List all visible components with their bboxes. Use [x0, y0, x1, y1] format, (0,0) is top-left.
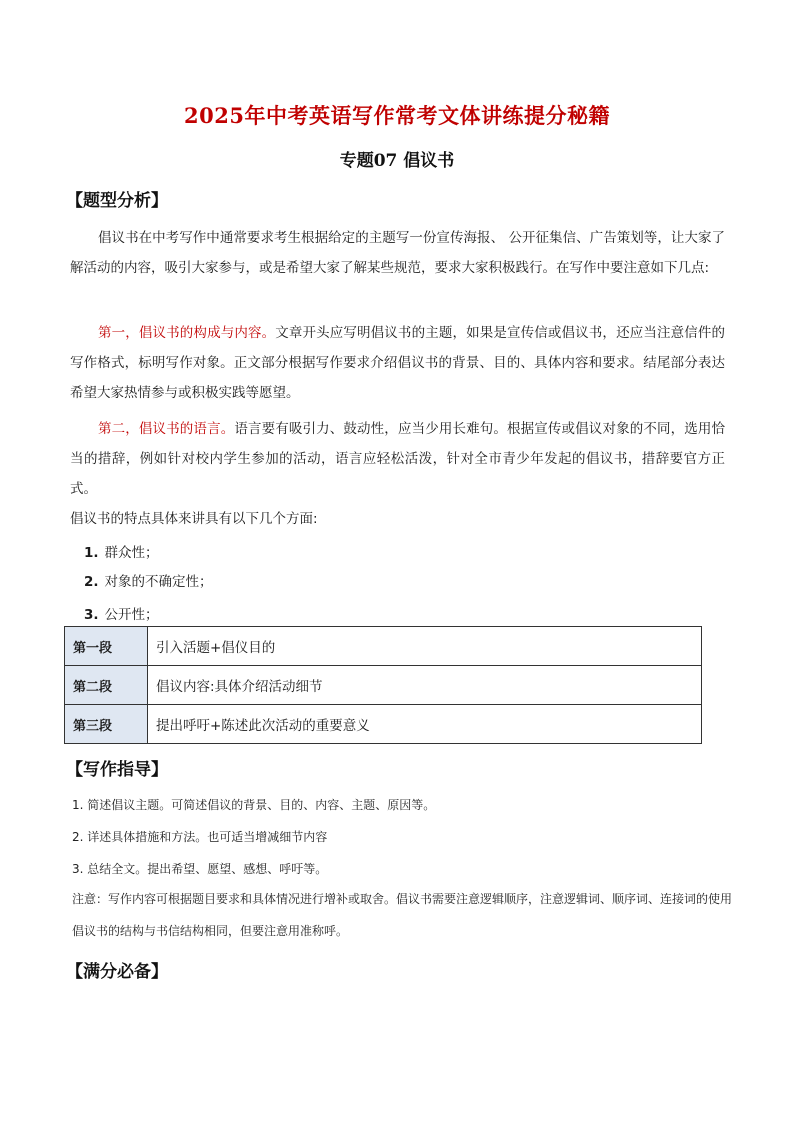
guide-item: 3. 总结全文。提出希望、愿望、感想、呼吁等。	[72, 862, 328, 876]
feature-item	[84, 541, 159, 561]
table-row-label: 第一段	[65, 627, 148, 666]
document-subtitle: 专题07 倡议书	[339, 151, 455, 171]
feature-item	[84, 603, 159, 623]
point2-label: 第二，倡议书的语言。	[98, 421, 235, 437]
point1-label: 第一，倡议书的构成与内容。	[98, 325, 276, 341]
section-heading-analysis: 【题型分析】	[66, 191, 168, 211]
table-row	[65, 666, 702, 705]
feature-number: 2.	[84, 574, 99, 590]
point1-text: 文章开头应写明倡议书的主题，如果是宣传信或倡议书，还应当注意信件的写作格式，标明写作对象。正文部分根据写作要求介绍倡议书的背景、目的、具体内容和要求。结尾部分表达希望大家热情参与或积极实践等愿望。	[70, 325, 726, 401]
feature-text: 公开性；	[104, 607, 159, 623]
section-heading-guide: 【写作指导】	[66, 760, 168, 780]
table-row-label: 第三段	[65, 705, 148, 744]
table-row-content: 引入活题+倡仪目的	[148, 627, 702, 666]
feature-item	[84, 570, 213, 590]
table-row-content: 倡议内容:具体介绍活动细节	[148, 666, 702, 705]
analysis-point2-paragraph	[70, 414, 725, 504]
point2-text: 语言要有吸引力、鼓动性，应当少用长难句。根据宣传或倡议对象的不同，选用恰当的措辞，例如针对校内学生参加的活动，语言应轻松活泼，针对全市青少年发起的倡议书，措辞要官方正式。	[70, 421, 726, 497]
feature-number: 3.	[84, 607, 99, 623]
guide-item: 1. 简述倡议主题。可简述倡议的背景、目的、内容、主题、原因等。	[72, 798, 436, 812]
feature-number: 1.	[84, 545, 99, 561]
feature-text: 群众性；	[104, 545, 159, 561]
table-row	[65, 627, 702, 666]
features-intro: 倡议书的特点具体来讲具有以下几个方面:	[70, 511, 318, 527]
analysis-point1-paragraph	[70, 318, 725, 408]
guide-note: 注意：写作内容可根据题目要求和具体情况进行增补或取舍。倡议书需要注意逻辑顺序，注意逻辑词、顺序词、连接词的使用倡议书的结构与书信结构相同，但要注意用准称呼。	[72, 892, 733, 938]
feature-text: 对象的不确定性；	[104, 574, 213, 590]
table-row-content: 提出呼吁+陈述此次活动的重要意义	[148, 705, 702, 744]
section-heading-full-marks: 【满分必备】	[66, 962, 168, 982]
paragraph-structure-table	[64, 626, 702, 744]
table-row-label: 第二段	[65, 666, 148, 705]
document-title: 2025年中考英语写作常考文体讲练提分秘籍	[184, 103, 610, 128]
analysis-intro-paragraph: 倡议书在中考写作中通常要求考生根据给定的主题写一份宣传海报、 公开征集信、广告策划等，让大家了解活动的内容，吸引大家参与，或是希望大家了解某些规范，要求大家积极践行。在写作中要注意如下几点:	[70, 230, 725, 276]
table-row	[65, 705, 702, 744]
guide-item: 2. 详述具体措施和方法。也可适当增减细节内容	[72, 830, 328, 844]
